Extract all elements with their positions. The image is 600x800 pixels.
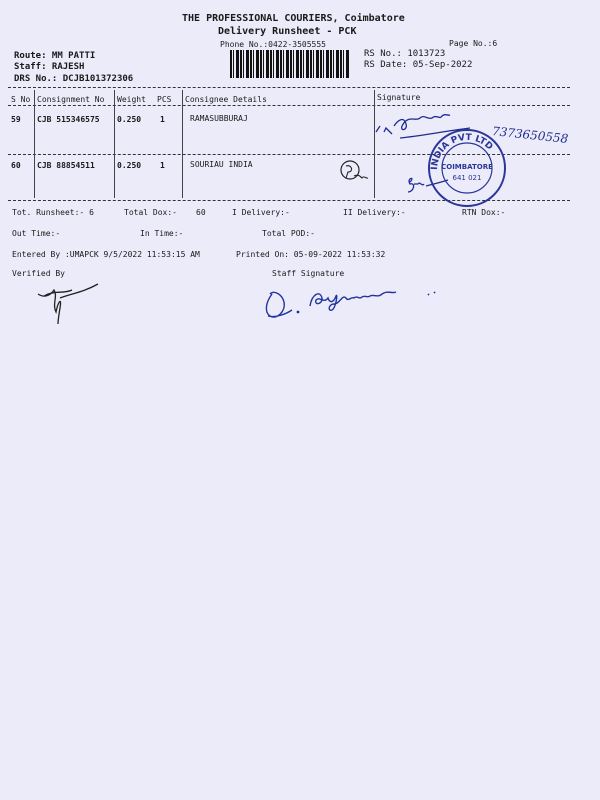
total-runsheet: Tot. Runsheet:- 6 (12, 208, 94, 217)
handwritten-phone: 7373650558 (491, 124, 569, 146)
table-header-rule (8, 105, 570, 106)
verified-by-label: Verified By (12, 269, 65, 278)
total-dox-label: Total Dox:- (124, 208, 177, 217)
header-consignee: Consignee Details (185, 95, 267, 104)
header-sno: S No (11, 95, 31, 104)
staff-signature-label: Staff Signature (272, 269, 345, 278)
rs-number: RS No.: 1013723 (364, 49, 446, 59)
row1-consignee: RAMASUBBURAJ (190, 114, 248, 123)
company-stamp (420, 128, 518, 206)
stamp-ring-text: INDIA PVT LTD (429, 132, 495, 171)
drs-number: DRS No.: DCJB101372306 (14, 74, 134, 84)
consignee-initial-mark (336, 158, 376, 188)
column-divider (182, 90, 183, 198)
row1-consignment: CJB 515346575 (37, 115, 100, 124)
row2-consignment: CJB 88854511 (37, 161, 95, 170)
total-dox-value: 60 (196, 208, 206, 217)
first-delivery: I Delivery:- (232, 208, 290, 217)
total-pod: Total POD:- (262, 229, 315, 238)
header-pcs: PCS (157, 95, 172, 104)
in-time: In Time:- (140, 229, 184, 238)
row2-consignee: SOURIAU INDIA (190, 160, 253, 169)
column-divider (34, 90, 35, 198)
stamp-pin: 641 021 (452, 174, 482, 182)
out-time: Out Time:- (12, 229, 61, 238)
printed-on: Printed On: 05-09-2022 11:53:32 (236, 250, 386, 259)
row2-weight: 0.250 (117, 161, 142, 170)
page-number: Page No.:6 (449, 39, 498, 48)
staff-label: Staff: RAJESH (14, 62, 85, 72)
header-weight: Weight (117, 95, 146, 104)
staff-signature (258, 276, 448, 326)
row1-sno: 59 (11, 115, 21, 124)
stamp-city: COIMBATORE (441, 163, 493, 171)
table-top-rule (8, 87, 570, 88)
row1-weight: 0.250 (117, 115, 142, 124)
barcode (230, 50, 350, 78)
rs-date: RS Date: 05-Sep-2022 (364, 60, 473, 70)
second-delivery: II Delivery:- (343, 208, 406, 217)
row2-sno: 60 (11, 161, 21, 170)
rtn-dox: RTN Dox:- (462, 208, 506, 217)
header-consignment: Consignment No (37, 95, 105, 104)
runsheet-subtitle: Delivery Runsheet - PCK (218, 26, 357, 37)
route-label: Route: MM PATTI (14, 51, 96, 61)
phone-number: Phone No.:0422-3505555 (220, 40, 326, 49)
row2-pcs: 1 (160, 161, 165, 170)
verifier-signature (30, 278, 110, 330)
column-divider (114, 90, 115, 198)
row1-pcs: 1 (160, 115, 165, 124)
header-signature: Signature (377, 93, 421, 102)
entered-by: Entered By :UMAPCK 9/5/2022 11:53:15 AM (12, 250, 200, 259)
company-title: THE PROFESSIONAL COURIERS, Coimbatore (182, 13, 405, 24)
